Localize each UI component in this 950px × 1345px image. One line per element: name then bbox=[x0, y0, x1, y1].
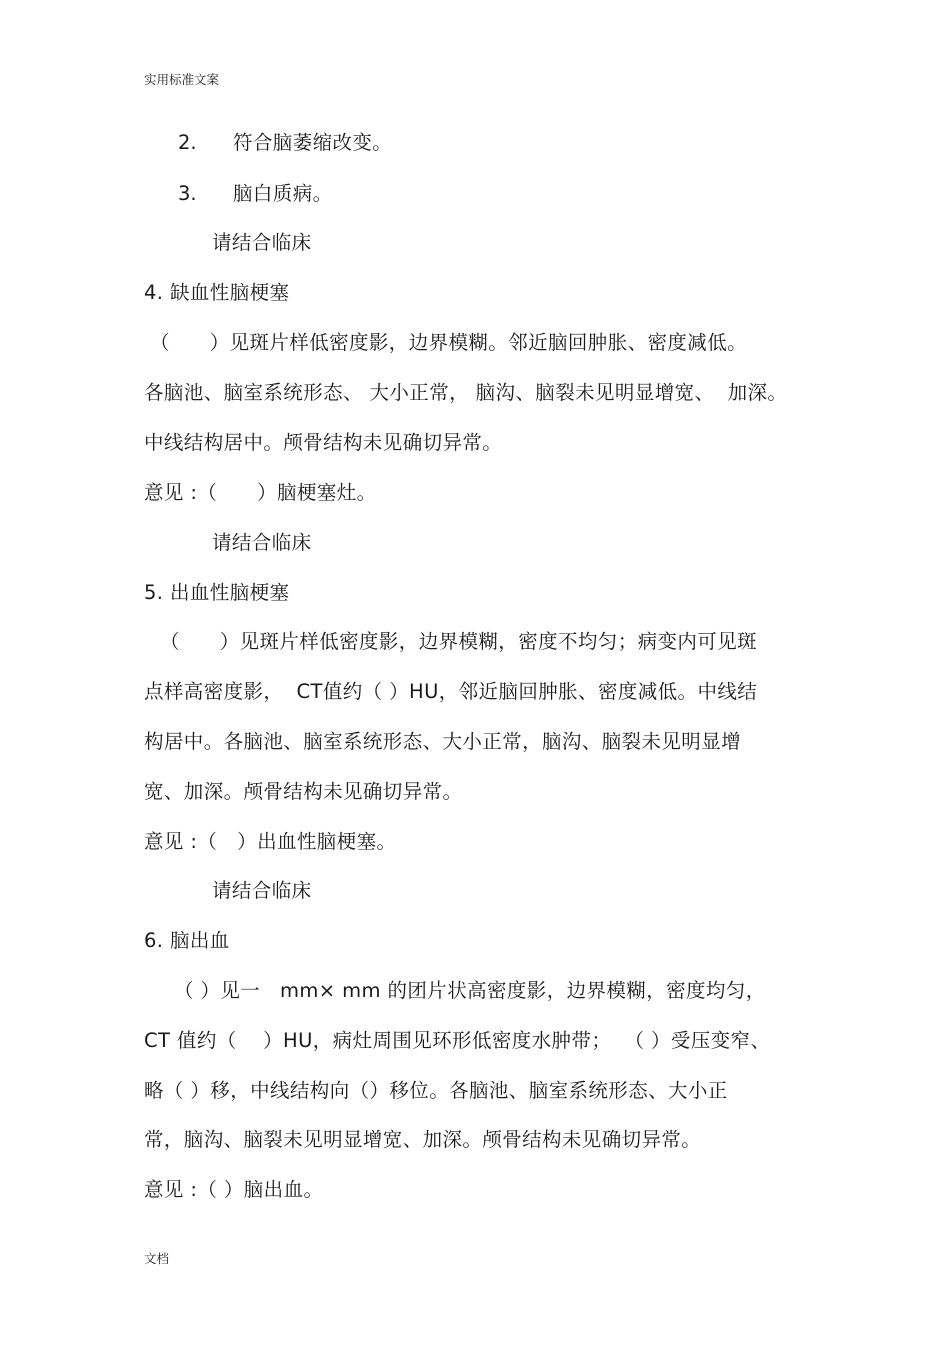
text-line: 各脑池、脑室系统形态、 大小正常， 脑沟、脑裂未见明显增宽、 加深。 bbox=[144, 381, 788, 404]
text-line: （ ）见斑片样低密度影，边界模糊。邻近脑回肿胀、密度减低。 bbox=[150, 331, 748, 354]
opinion-line: 意见 :（ ）脑出血。 bbox=[144, 1178, 324, 1201]
text-line: 构居中。各脑池、脑室系统形态、大小正常，脑沟、脑裂未见明显增 bbox=[144, 730, 742, 753]
clinical-note: 请结合临床 bbox=[212, 231, 312, 254]
text-line: （ ）见一 mm× mm 的团片状高密度影，边界模糊，密度均匀， bbox=[174, 979, 766, 1002]
text-line: （ ）见斑片样低密度影，边界模糊，密度不均匀；病变内可见斑 bbox=[160, 630, 758, 653]
list-item-text: 脑白质病。 bbox=[233, 182, 333, 205]
opinion-line: 意见 :（ ）出血性脑梗塞。 bbox=[144, 830, 397, 853]
text-line: 中线结构居中。颅骨结构未见确切异常。 bbox=[144, 431, 503, 454]
page-footer: 文档 bbox=[144, 1251, 170, 1266]
section-heading: 6. 脑出血 bbox=[144, 929, 230, 952]
text-line: 常，脑沟、脑裂未见明显增宽、加深。颅骨结构未见确切异常。 bbox=[144, 1128, 702, 1151]
text-line: 点样高密度影， CT值约（ ）HU，邻近脑回肿胀、密度减低。中线结 bbox=[144, 680, 758, 703]
list-item-text: 符合脑萎缩改变。 bbox=[233, 131, 393, 154]
clinical-note: 请结合临床 bbox=[212, 531, 312, 554]
page-header: 实用标准文案 bbox=[144, 72, 220, 87]
section-heading: 5. 出血性脑梗塞 bbox=[144, 581, 290, 604]
list-number: 2. bbox=[178, 131, 197, 154]
clinical-note: 请结合临床 bbox=[212, 879, 312, 902]
text-line: 宽、加深。颅骨结构未见确切异常。 bbox=[144, 780, 463, 803]
section-heading: 4. 缺血性脑梗塞 bbox=[144, 281, 290, 304]
text-line: CT 值约（ ）HU，病灶周围见环形低密度水肿带； （ ）受压变窄、 bbox=[144, 1029, 771, 1052]
text-line: 略（ ）移，中线结构向（）移位。各脑池、脑室系统形态、大小正 bbox=[144, 1079, 728, 1102]
opinion-line: 意见 :（ ）脑梗塞灶。 bbox=[144, 481, 377, 504]
list-number: 3. bbox=[178, 182, 197, 205]
